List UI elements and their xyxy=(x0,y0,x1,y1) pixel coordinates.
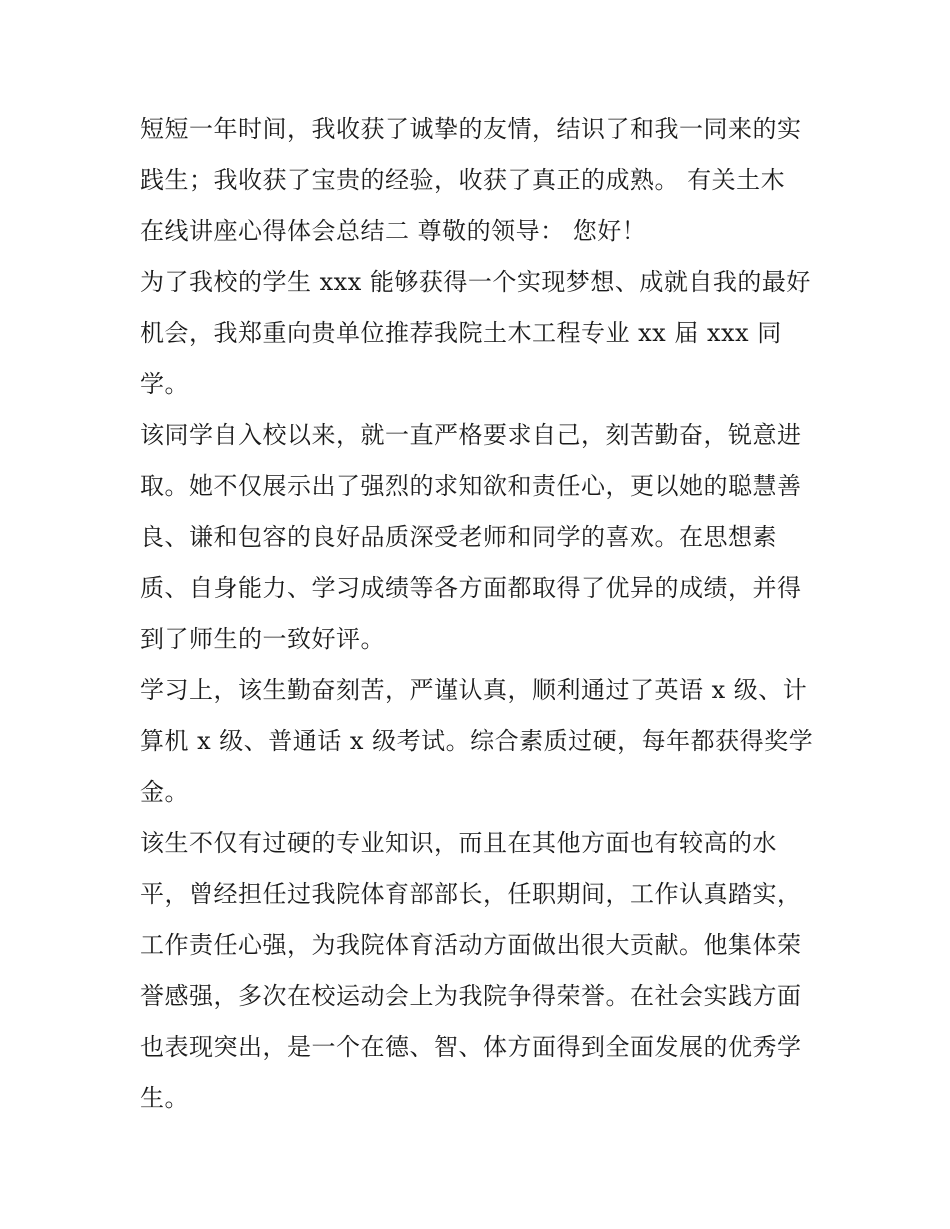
text-line: 也表现突出，是一个在德、智、体方面得到全面发展的优秀学 xyxy=(140,1033,802,1061)
text-line: 短短一年时间，我收获了诚挚的友情，结识了和我一同来的实 xyxy=(140,115,802,143)
text-line: 金。 xyxy=(140,778,189,806)
text-line: 生。 xyxy=(140,1084,189,1112)
text-line: 践生；我收获了宝贵的经验，收获了真正的成熟。 有关土木 xyxy=(140,166,786,194)
text-line: 为了我校的学生 xxx 能够获得一个实现梦想、成就自我的最好 xyxy=(140,268,811,296)
text-line: 在线讲座心得体会总结二 尊敬的领导： 您好！ xyxy=(140,217,647,245)
text-line: 质、自身能力、学习成绩等各方面都取得了优异的成绩，并得 xyxy=(140,574,802,602)
text-line: 算机 x 级、普通话 x 级考试。综合素质过硬，每年都获得奖学 xyxy=(140,727,814,755)
text-line: 工作责任心强，为我院体育活动方面做出很大贡献。他集体荣 xyxy=(140,931,802,959)
text-line: 机会，我郑重向贵单位推荐我院土木工程专业 xx 届 xxx 同 xyxy=(140,319,782,347)
text-line: 良、谦和包容的良好品质深受老师和同学的喜欢。在思想素 xyxy=(140,523,777,551)
text-line: 该同学自入校以来，就一直严格要求自己，刻苦勤奋，锐意进 xyxy=(140,421,802,449)
document-body xyxy=(140,104,820,1124)
text-line: 到了师生的一致好评。 xyxy=(140,625,385,653)
text-line: 平，曾经担任过我院体育部部长，任职期间，工作认真踏实， xyxy=(140,880,802,908)
text-line: 学习上，该生勤奋刻苦，严谨认真，顺利通过了英语 x 级、计 xyxy=(140,676,808,704)
text-line: 该生不仅有过硬的专业知识，而且在其他方面也有较高的水 xyxy=(140,829,777,857)
text-line: 取。她不仅展示出了强烈的求知欲和责任心，更以她的聪慧善 xyxy=(140,472,802,500)
text-line: 学。 xyxy=(140,370,189,398)
text-line: 誉感强，多次在校运动会上为我院争得荣誉。在社会实践方面 xyxy=(140,982,802,1010)
